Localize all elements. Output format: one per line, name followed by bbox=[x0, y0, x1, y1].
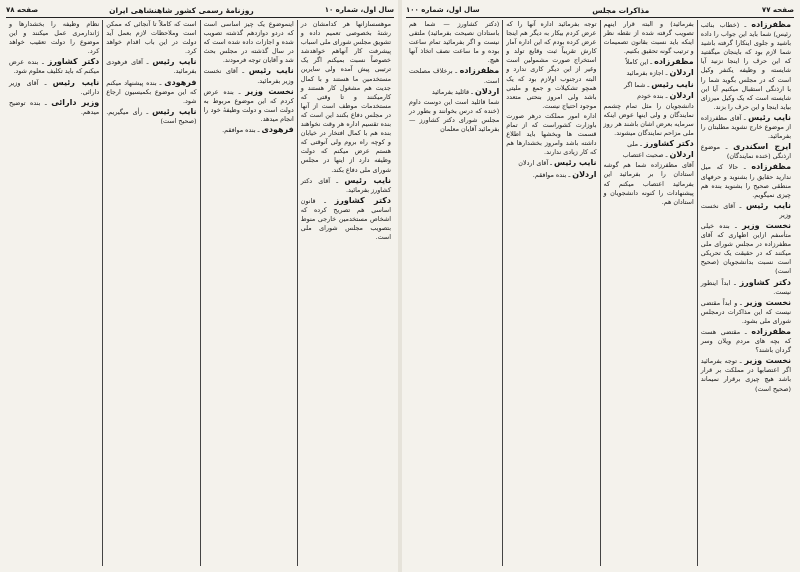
speaker-name: فرهودی bbox=[261, 125, 294, 135]
paragraph-text: حالا که میل ندارید حقایق را بشنوید و حرفهای منطقی صحیح را بشنوید بنده هم چیزی نمیگویم. bbox=[700, 163, 791, 199]
paragraph: نایب رئیس ـ آقای دکتر کشاورز بفرمائید. bbox=[300, 175, 392, 194]
paragraph-text: موهسسازانها هر کدامشان در رشتهٔ بخصوصی تعمیم داده و تشویق مجلس شورای ملی اسباب پیشرفت کار آنهاهم خواهدشد خصوصاً نسبت بمیکنم اگر یک ترتیبی پیش آمده ولی سایرین مستخدمین ما هستند و با کمال جدیت هم مشغول کار هستند و کارمیکنند و تا وقتی که مستخدمات موظف است از آنها در مجلس دفاع بکنند این است که بنده تقسیم اداره هر وقت نخواهند بنده هم با کمال افتخار در خیابان و کوچه راه بروم ولی آنوقتی که هستم عرض میکنم که دولت وظیفه دارد از اینها در مجلس شورای ملی دفاع بکند. bbox=[300, 20, 391, 174]
speaker-name: نخست وزیر bbox=[245, 86, 294, 96]
paragraph-text: (خطاب بنائب رئیس) شما باید این جواب را داده باشید و جلوی اینکارا گرفته باشید شما لازم بود که باینجان میگفتید که این حرف را اینجا نزنید آیا شایسته و وظیفه یکنفر وکیل است که در مجلس بگوید شما را با ارذنگی استقبال میکنیم آیا این شایسته است که یک وکیل میرزای بیاید اینجا و این حرف را بزند. bbox=[700, 21, 791, 111]
paragraph bbox=[409, 98, 499, 134]
paragraph-text: بنده توضیح میدهم. bbox=[9, 98, 100, 116]
paragraph bbox=[604, 102, 694, 138]
paragraph-text: شما قائلید است این دوست داوم (خنده که درس بخوانند و بطور در مجلس شورای دکتر کشاورز — بفرمائید آقایان معلمان bbox=[409, 97, 500, 134]
paragraph-text: بفرمائید) و البته قرار اینهم تصویب گرفته شده از نقطه نظر اینکه باید نسبت بقانون تصمیمات و ترتیب گونه تحقیق بکنیم. bbox=[603, 20, 694, 56]
speaker-name: اردلان bbox=[475, 86, 500, 96]
paragraph-text: دانشجویان را مثل تمام چشمم نمایندگان و ولی اینها عوض اینکه سرمایه بعرض اشان باشند هر روز ملی مزاحم نمایندگان میشوند. bbox=[603, 101, 694, 138]
paragraph: فرهودی ـ بنده موافقم. bbox=[222, 125, 294, 135]
text-column bbox=[502, 20, 599, 566]
paragraph-text: موضوع ارذنگی (خنده نمایندگان) bbox=[700, 143, 791, 161]
speaker-name: نایب رئیس bbox=[748, 112, 791, 122]
paragraph-text: قانون اساسی هم تصریح کرده که اشخاص مستخدمین خارجی منوط بتصویب مجلس شورای ملی است. bbox=[300, 196, 391, 242]
speaker-name: نایب رئیس bbox=[746, 200, 791, 210]
paragraph: دکتر کشاورز ـ ملی bbox=[627, 139, 694, 149]
text-column bbox=[200, 20, 297, 566]
paragraph bbox=[506, 112, 596, 157]
paragraph-text: ملی bbox=[627, 140, 639, 149]
paragraph: نخست وزیر ـ بنده عرض کردم که این موضوع مربوط به دولت است و دولت وظیفهٔ خود را انجام میدهد. bbox=[203, 86, 294, 123]
right-page-header bbox=[406, 4, 794, 16]
paragraph-text: آقای نخست وزیر بفرمائید. bbox=[203, 67, 294, 85]
text-column bbox=[600, 20, 697, 566]
speaker-name: مظفرزاده bbox=[459, 66, 500, 76]
paragraph: مظفرزاده ـ این کاملاً bbox=[625, 57, 694, 67]
paragraph: نایب رئیس ـ آقای فرهودی بفرمائید. bbox=[106, 57, 197, 76]
issue-label: سال اول، شماره ۱۰۰ bbox=[406, 6, 480, 14]
speaker-name: دکتر کشاورز bbox=[47, 57, 100, 67]
paragraph: دکتر کشاورز ـ قانون اساسی هم تصریح کرده که اشخاص مستخدمین خارجی منوط بتصویب مجلس شورای ملی است. bbox=[300, 195, 392, 242]
speaker-name: نایب رئیس bbox=[554, 158, 597, 168]
paragraph-text: بنده خیلی متأسفم ازاین اظهاری که آقای مظفرزاده در مجلس شورای ملی میکنند که در حقیقت یک تحریکی است نسبت بدانشجویان (صحیح است) bbox=[700, 221, 791, 276]
paragraph-text: قائلید بفرمائید bbox=[431, 87, 470, 96]
speaker-name: نایب رئیس bbox=[248, 66, 294, 76]
paragraph-text: (دکتر کشاورز — شما هم باستادان نصیحت بفرمائید) ملتفی نیست و اگر بفرمائید تمام ساعت بوده و ما ساعت نصف اتخاذ آنها هیچ. bbox=[409, 20, 500, 65]
paragraph: نخست وزیر ـ توجه بفرمائید اگر اعتصابها در مملکت بر قرار باشد هیچ چیزی برقرار نمیماند (صحیح است) bbox=[700, 356, 791, 393]
paragraph-text: اداره امور مملکت درهر صورت باوزارت کشوراست که از تمام قسمت ها وبخشها باید اطلاع داشته باشد وامروز بخشدارها هم که کار زیادی ندارند. bbox=[506, 111, 597, 157]
paragraph bbox=[9, 20, 99, 56]
text-column bbox=[406, 20, 502, 566]
paragraph: اردلان ـ بنده موافقم. bbox=[532, 169, 597, 179]
paragraph-text: توجه بفرمائید اداره آنها را که عرض کردم بیکار به دیگر هم اینجا عرض کرده بودم که این اداره آمار کارش تقریباً ثبت وقایع تولد و استخراج صورت مشمولین است وغیر از این دیگر کاری ندارد و البته درجنوب اولازم بود که یک همچو تشکیلات و جمع و ملیتی باشد ولی امروز بنحتی متعدد موجود احتیاج نیست. bbox=[506, 20, 597, 110]
left-page bbox=[2, 0, 398, 572]
paragraph: مظفرزاده ـ حالا که میل ندارید حقایق را بشنوید و حرفهای منطقی صحیح را بشنوید بنده هم چیزی نمیگویم. bbox=[700, 162, 792, 199]
speaker-name: ایرج اسکندری bbox=[733, 142, 791, 152]
newspaper-title: روزنامهٔ رسمی کشور شاهنشاهی ایران bbox=[109, 5, 254, 15]
paragraph: اردلان ـ قائلید بفرمائید bbox=[431, 86, 500, 96]
speaker-name: اردلان bbox=[669, 90, 694, 100]
paragraph: نایب رئیس ـ آقای اردلان bbox=[518, 158, 597, 168]
paragraph-text: آقای فرهودی بفرمائید. bbox=[106, 58, 197, 76]
speaker-name: نایب رئیس bbox=[52, 77, 100, 87]
paragraph-text: اجازه بفرمائید bbox=[626, 69, 664, 78]
text-column bbox=[6, 20, 102, 566]
speaker-name: اردلان bbox=[669, 150, 694, 160]
paragraph-text: آقای وزیر دارائی. bbox=[9, 78, 100, 96]
paragraph-text: نظام وظیفه را بخشدارها و ژاندارمری عمل میکنند و این موضوع را دولت تعقیب خواهد کرد. bbox=[9, 20, 100, 56]
header-rule bbox=[406, 17, 794, 18]
speaker-name: نایب رئیس bbox=[651, 79, 694, 89]
paragraph-text: ابداً اینطور نیست. bbox=[700, 278, 791, 296]
speaker-name: مظفرزاده bbox=[751, 327, 791, 336]
paragraph: نایب رئیس ـ رأی میگیریم. (صحیح است) bbox=[106, 106, 197, 125]
speaker-name: فرهودی bbox=[164, 77, 197, 87]
text-column bbox=[697, 20, 794, 566]
speaker-name: نخست وزیر bbox=[744, 297, 791, 307]
paragraph: اردلان ـ بنده خودم bbox=[637, 90, 694, 100]
paragraph-text: بنده موافقم. bbox=[532, 170, 567, 179]
right-page bbox=[402, 0, 798, 572]
paragraph: مظفرزاده ـ مقتضی هست که بچه های مردم ویلان وسر گردان باشند؟ bbox=[700, 327, 791, 355]
left-columns bbox=[6, 20, 394, 566]
paragraph: نخست وزیر ـ بنده خیلی متأسفم ازاین اظهاری که آقای مظفرزاده در مجلس شورای ملی میکنند که در حقیقت یک تحریکی است نسبت بدانشجویان (صحیح است) bbox=[700, 220, 791, 276]
paragraph-text: توجه بفرمائید اگر اعتصابها در مملکت بر قرار باشد هیچ چیزی برقرار نمیماند (صحیح است) bbox=[700, 357, 791, 393]
paragraph-text: است که کاملاً تا آنجائی که ممکن است وملاحظات لازم بعمل آید دولت در این باب اقدام خواهد کرد. bbox=[106, 20, 197, 56]
paragraph: فرهودی ـ بنده پیشنهاد میکنم که این موضوع بکمیسیون ارجاع شود. bbox=[106, 77, 197, 105]
speaker-name: مظفرزاده bbox=[654, 57, 694, 67]
speaker-name: دکتر کشاورز bbox=[643, 139, 694, 149]
paragraph bbox=[106, 20, 196, 56]
speaker-name: نایب رئیس bbox=[344, 175, 392, 185]
speaker-name: نایب رئیس bbox=[152, 57, 197, 67]
paragraph: ایرج اسکندری ـ موضوع ارذنگی (خنده نمایندگان) bbox=[700, 142, 791, 161]
paragraph: نایب رئیس ـ آقای وزیر دارائی. bbox=[9, 77, 100, 96]
paragraph-text: آقای مظفرزاده از موضوع خارج نشوید مطلبتان را بفرمائید. bbox=[700, 113, 791, 141]
paragraph: مظفرزاده ـ (خطاب بنائب رئیس) شما باید این جواب را داده باشید و جلوی اینکارا گرفته باشید شما لازم بود که باینجان میگفتید که این حرف را اینجا نزنید آیا شایسته و وظیفه یکنفر وکیل است که در مجلس بگوید شما را با ارذنگی استقبال میکنیم آیا این شایسته است که یک وکیل میرزای بیاید اینجا و این حرف را بزند. bbox=[700, 20, 792, 111]
paragraph-text: شما اگر bbox=[623, 80, 646, 89]
paragraph: نخست وزیر ـ و ابداً مقتضی نیست که این مذاکرات درمجلس شورای ملی بشود. bbox=[700, 297, 791, 325]
paragraph: نایب رئیس ـ آقای نخست وزیر bbox=[700, 200, 791, 219]
paragraph-text: برخلاف مصلحت است. bbox=[409, 67, 500, 85]
paragraph-text: بنده خودم bbox=[637, 91, 664, 100]
paragraph-text: صحبت اعتصاب bbox=[622, 151, 664, 160]
paragraph bbox=[506, 20, 596, 111]
paragraph: نایب رئیس ـ آقای مظفرزاده از موضوع خارج نشوید مطلبتان را بفرمائید. bbox=[700, 112, 791, 141]
paragraph: اردلان ـ صحبت اعتصاب bbox=[622, 150, 694, 160]
paragraph-text: بنده موافقم. bbox=[222, 126, 256, 135]
paragraph-text: بنده پیشنهاد میکنم که این موضوع بکمیسیون ارجاع شود. bbox=[106, 78, 197, 105]
speaker-name: وزیر دارائی bbox=[51, 97, 100, 107]
paragraph bbox=[604, 161, 694, 206]
paragraph: نایب رئیس ـ شما اگر bbox=[623, 79, 694, 89]
speaker-name: دکتر کشاورز bbox=[334, 195, 392, 205]
paragraph-text: اینموضوع یک چیز اساسی است که دردو دوازدهم گذشته تصویب شده و اجازات داده شده است که در سال گذشته در مجلس بحث شد و آقایان توجه فرمودند. bbox=[203, 20, 294, 65]
paragraph-text: رأی میگیریم. (صحیح است) bbox=[106, 107, 197, 125]
paragraph-text: آقای اردلان bbox=[518, 159, 549, 168]
paragraph-text: بنده عرض کردم که این موضوع مربوط به دولت است و دولت وظیفهٔ خود را انجام میدهد. bbox=[203, 87, 294, 123]
paragraph: دکتر کشاورز ـ ابداً اینطور نیست. bbox=[700, 277, 792, 296]
paragraph-text: این کاملاً bbox=[625, 58, 649, 67]
paragraph-text: مقتضی هست که بچه های مردم ویلان وسر گردان باشند؟ bbox=[700, 328, 791, 355]
paragraph bbox=[604, 20, 694, 56]
paragraph-text: بنده عرض میکنم که باید تکلیف معلوم شود. bbox=[9, 58, 100, 76]
speaker-name: اردلان bbox=[572, 169, 597, 179]
speaker-name: نخست وزیر bbox=[742, 220, 791, 230]
paragraph-text: آقای مظفرزاده شما هم گوشه استادان را بر بفرمائید این بفرمائید اعتصاب میکنم که پیشنهادات را کنونه دانشجویان و استادان هم. bbox=[603, 161, 694, 206]
right-columns bbox=[406, 20, 794, 566]
page-number: صفحه ۷۸ bbox=[6, 6, 39, 14]
text-column bbox=[297, 20, 394, 566]
speaker-name: مظفرزاده bbox=[751, 162, 792, 172]
paragraph: اردلان ـ اجازه بفرمائید bbox=[626, 68, 694, 78]
left-page-header bbox=[6, 4, 394, 16]
paragraph-text: آقای نخست وزیر bbox=[700, 201, 791, 219]
paragraph bbox=[204, 20, 294, 65]
speaker-name: اردلان bbox=[669, 68, 694, 78]
page-number: صفحه ۷۷ bbox=[761, 6, 794, 14]
speaker-name: نایب رئیس bbox=[152, 106, 197, 116]
paragraph-text: و ابداً مقتضی نیست که این مذاکرات درمجلس شورای ملی بشود. bbox=[700, 298, 791, 325]
speaker-name: نخست وزیر bbox=[744, 356, 791, 366]
paragraph bbox=[301, 20, 391, 175]
paragraph: وزیر دارائی ـ بنده توضیح میدهم. bbox=[9, 97, 100, 116]
paragraph: مظفرزاده ـ برخلاف مصلحت است. bbox=[409, 66, 500, 85]
header-rule bbox=[6, 17, 394, 18]
paragraph-text: آقای دکتر کشاورز بفرمائید. bbox=[300, 176, 391, 194]
paragraph: نایب رئیس ـ آقای نخست وزیر بفرمائید. bbox=[203, 66, 294, 85]
paragraph bbox=[409, 20, 499, 65]
speaker-name: مظفرزاده bbox=[751, 20, 792, 29]
issue-label: سال اول، شماره ۱۰ bbox=[324, 6, 394, 14]
paragraph: دکتر کشاورز ـ بنده عرض میکنم که باید تکلیف معلوم شود. bbox=[9, 57, 100, 76]
speaker-name: دکتر کشاورز bbox=[739, 277, 792, 287]
section-title: مذاکرات مجلس bbox=[592, 5, 650, 15]
text-column bbox=[102, 20, 199, 566]
